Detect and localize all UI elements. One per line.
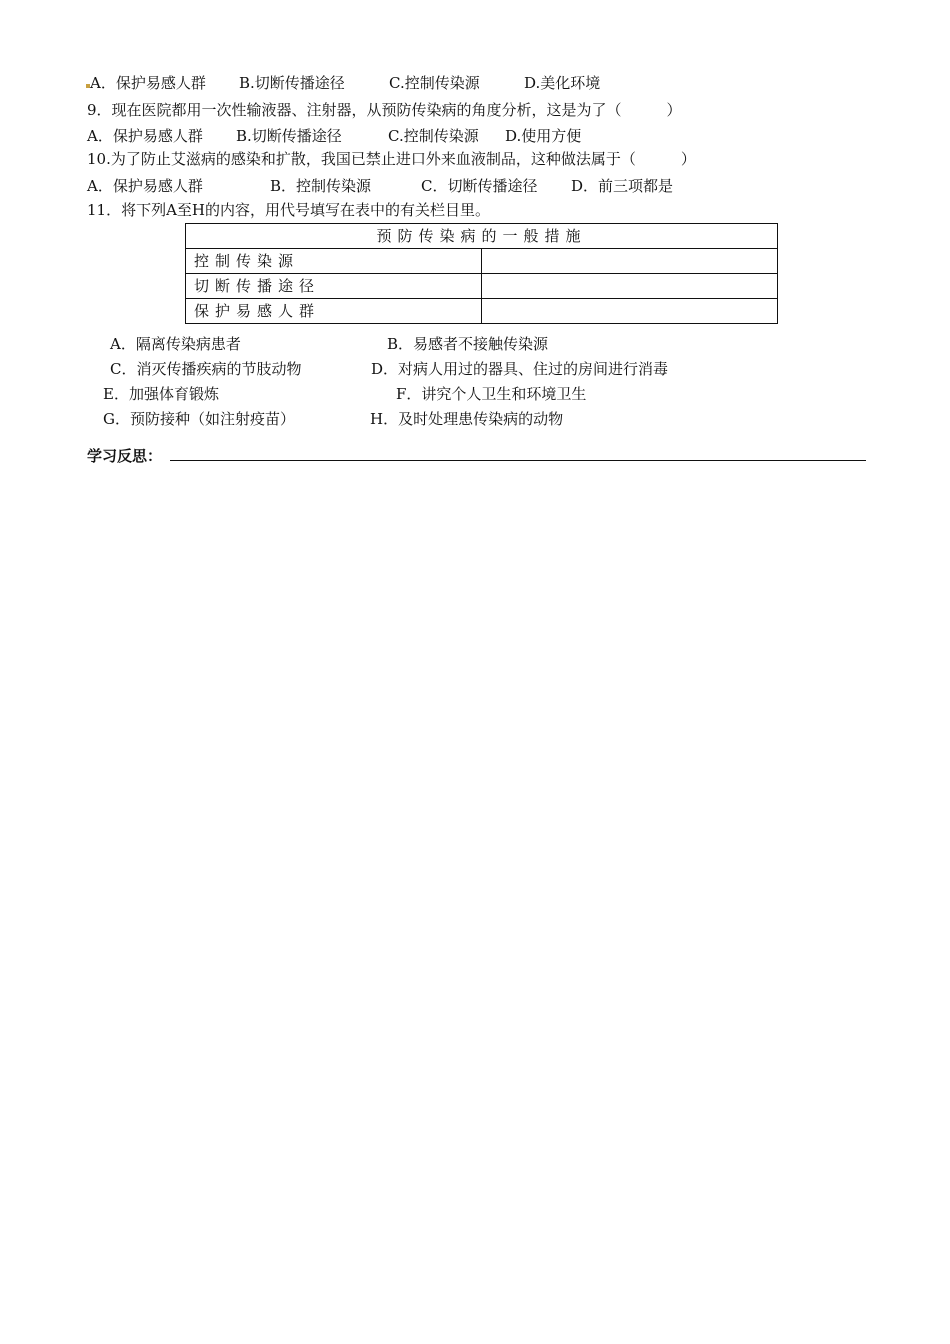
q8-option-d: D.美化环境 (524, 74, 601, 92)
q9-option-a: A．保护易感人群 (87, 127, 203, 145)
q10-option-a: A．保护易感人群 (87, 177, 203, 195)
answer-cell-protect-susceptible[interactable] (482, 299, 778, 324)
q10-stem: 10.为了防止艾滋病的感染和扩散，我国已禁止进口外来血液制品，这种做法属于（ ） (87, 150, 696, 168)
q11-stem: 11．将下列A至H的内容，用代号填写在表中的有关栏目里。 (87, 201, 491, 219)
table-header: 预防传染病的一般措施 (186, 224, 778, 249)
row-label-protect-susceptible: 保护易感人群 (186, 299, 482, 324)
q11-item-d: D．对病人用过的器具、住过的房间进行消毒 (371, 360, 669, 378)
q8-option-c: C.控制传染源 (389, 74, 480, 92)
answer-cell-control-source[interactable] (482, 249, 778, 274)
prevention-measures-table (185, 223, 778, 324)
q11-item-b: B．易感者不接触传染源 (387, 335, 549, 353)
q9-option-c: C.控制传染源 (388, 127, 479, 145)
reflection-answer-line[interactable] (170, 460, 866, 461)
row-label-control-source: 控制传染源 (186, 249, 482, 274)
q11-item-a: A．隔离传染病患者 (110, 335, 241, 353)
table-row (186, 299, 778, 324)
q10-option-c: C．切断传播途径 (421, 177, 538, 195)
q8-option-b: B.切断传播途径 (239, 74, 345, 92)
table-row (186, 274, 778, 299)
q11-item-e: E．加强体育锻炼 (103, 385, 219, 403)
q11-item-c: C．消灭传播疾病的节肢动物 (110, 360, 302, 378)
table-row (186, 249, 778, 274)
answer-cell-cut-transmission[interactable] (482, 274, 778, 299)
row-label-cut-transmission: 切断传播途径 (186, 274, 482, 299)
q9-option-d: D.使用方便 (505, 127, 582, 145)
q11-item-h: H．及时处理患传染病的动物 (370, 410, 564, 428)
q10-option-d: D．前三项都是 (571, 177, 674, 195)
q11-item-f: F．讲究个人卫生和环境卫生 (396, 385, 587, 403)
reflection-label: 学习反思： (87, 447, 163, 465)
q8-option-a: A．保护易感人群 (90, 74, 206, 92)
q9-stem: 9．现在医院都用一次性输液器、注射器，从预防传染病的角度分析，这是为了（ ） (87, 101, 682, 119)
q9-option-b: B.切断传播途径 (236, 127, 342, 145)
q11-item-g: G．预防接种（如注射疫苗） (103, 410, 295, 428)
q10-option-b: B．控制传染源 (270, 177, 372, 195)
